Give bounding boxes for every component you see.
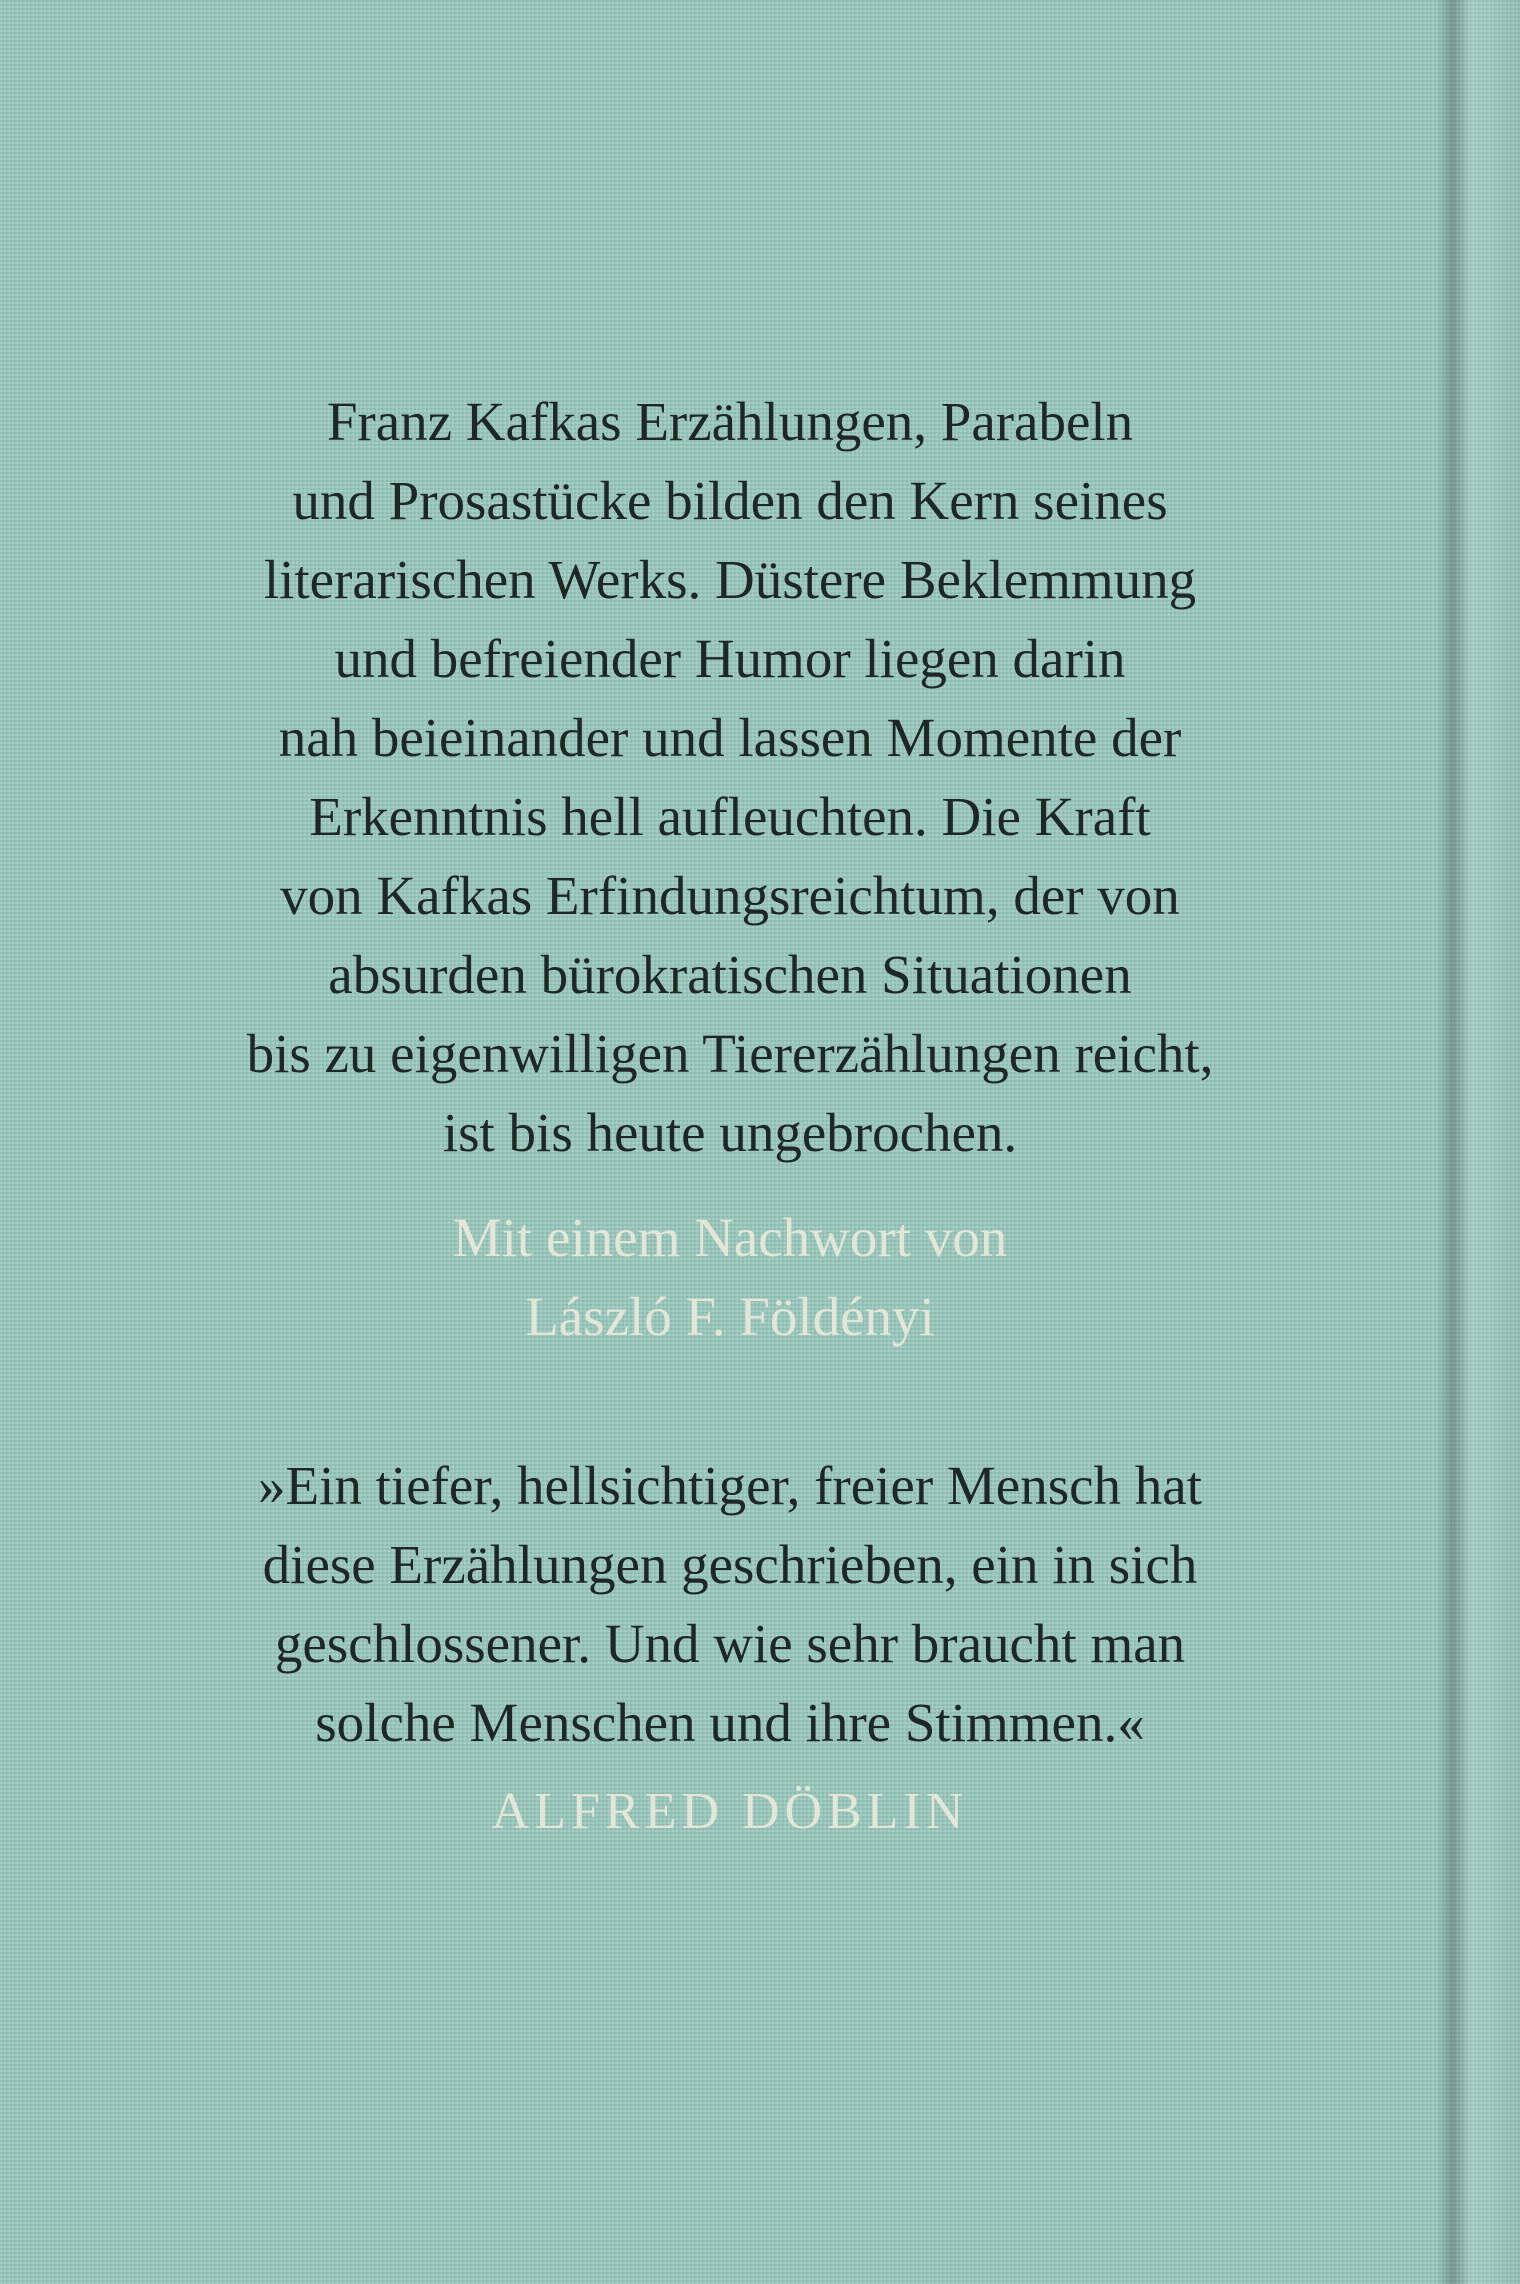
blurb-line: absurden bürokratischen Situationen [328, 944, 1132, 1005]
quote-line: geschlossener. Und wie sehr braucht man [274, 1613, 1186, 1674]
blurb-line: ist bis heute ungebrochen. [442, 1102, 1018, 1163]
blurb-line: und Prosastücke bilden den Kern seines [292, 470, 1168, 531]
spine-groove [1436, 0, 1520, 2284]
quote-line: diese Erzählungen geschrieben, ein in sich [262, 1534, 1198, 1595]
blurb-line: bis zu eigenwilligen Tiererzählungen reicht, [246, 1023, 1214, 1084]
blurb-line: nah beieinander und lassen Momente der [278, 707, 1182, 768]
blurb-text [130, 382, 1330, 1172]
blurb-line: von Kafkas Erfindungsreichtum, der von [280, 865, 1180, 926]
review-quote [130, 1446, 1330, 1762]
afterword-author: László F. Földényi [525, 1286, 935, 1347]
afterword-credit [130, 1198, 1330, 1356]
quote-line: solche Menschen und ihre Stimmen.« [315, 1692, 1145, 1753]
quote-author: ALFRED DÖBLIN [491, 1783, 969, 1840]
afterword-line: Mit einem Nachwort von [452, 1207, 1008, 1268]
blurb-line: Erkenntnis hell aufleuchten. Die Kraft [309, 786, 1151, 847]
quote-line: »Ein tiefer, hellsichtiger, freier Mensch hat [258, 1455, 1202, 1516]
blurb-line: und befreiender Humor liegen darin [334, 628, 1126, 689]
blurb-line: literarischen Werks. Düstere Beklemmung [263, 549, 1197, 610]
blurb-line: Franz Kafkas Erzählungen, Parabeln [326, 391, 1134, 452]
